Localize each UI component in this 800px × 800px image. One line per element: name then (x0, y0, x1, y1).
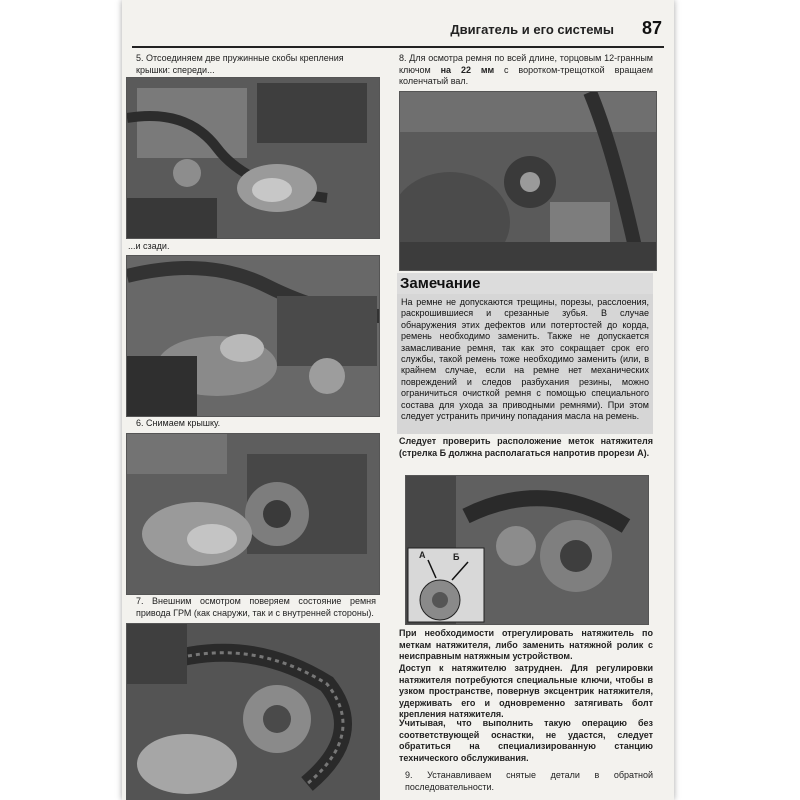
header-rule (132, 46, 664, 48)
step-6-text: 6. Снимаем крышку. (136, 418, 221, 428)
step-8-part-1: 8. Для осмотра ремня по всей длине, торцовым 12-гранным ключом (399, 53, 653, 75)
photo-front-clips (126, 77, 380, 239)
book-page (122, 0, 674, 800)
photo-rear-clips (126, 255, 380, 417)
step-8-part-2: с воротком-трещоткой вращаем коленчатый вал. (399, 64, 653, 86)
photo-crankshaft-rotation (399, 91, 657, 271)
adjust-text: При необходимости отрегулировать натяжитель по меткам натяжителя, либо заменить натяжной ролик с неисправным натяжным устройством. (399, 628, 653, 661)
step-5-text: 5. Отсоединяем две пружинные скобы крепления крышки: спереди... (136, 53, 344, 75)
step-8-wrench-size: на 22 мм (440, 64, 495, 75)
mark-a-label: А (419, 550, 426, 560)
photo-belt-inspection (126, 623, 380, 800)
photo-cover-removed (126, 433, 380, 595)
service-text: Учитывая, что выполнить такую операцию без соответствующей оснастки, не удастся, следует обратиться на специализированную станцию технического обслуживания. (399, 718, 653, 763)
page-number: 87 (641, 18, 662, 38)
photo-tensioner-marks (405, 475, 649, 625)
rear-caption: ...и сзади. (128, 241, 170, 251)
step-7-text: 7. Внешним осмотром поверяем состояние ремня привода ГРМ (как снаружи, так и с внутренней стороны). (136, 596, 376, 618)
mark-b-label: Б (453, 552, 460, 562)
access-text: Доступ к натяжителю затруднен. Для регулировки натяжителя потребуются специальные ключи, чтобы в узком пространстве, повернув эксцентрик натяжителя, удерживать его и одновременно затягивать болт крепления натяжителя. (399, 663, 653, 719)
step-8-text (399, 53, 653, 88)
note-title: Замечание (397, 273, 653, 294)
section-title: Двигатель и его системы (450, 22, 614, 37)
step-9-text: 9. Устанавливаем снятые детали в обратной последовательности. (405, 770, 653, 792)
tensioner-check-text: Следует проверить расположение меток натяжителя (стрелка Б должна располагаться напротив прорези А). (399, 436, 653, 458)
note-text: На ремне не допускаются трещины, порезы, расслоения, раскрошившиеся и срезанные зубья. В случае обнаружения этих дефектов или потертостей до корда, ремень необходимо заменить. Также не допускается замасливание ремня, так как это сокращает срок его службы, такой ремень тоже необходимо заменить (или, в крайнем случае, если на ремне нет механических повреждений и следов разбухания резины, можно ограничиться очисткой ремня с помощью специального состава для ухода за приводными ремнями). При этом следует устранить причину попадания масла на ремень. (401, 297, 649, 422)
